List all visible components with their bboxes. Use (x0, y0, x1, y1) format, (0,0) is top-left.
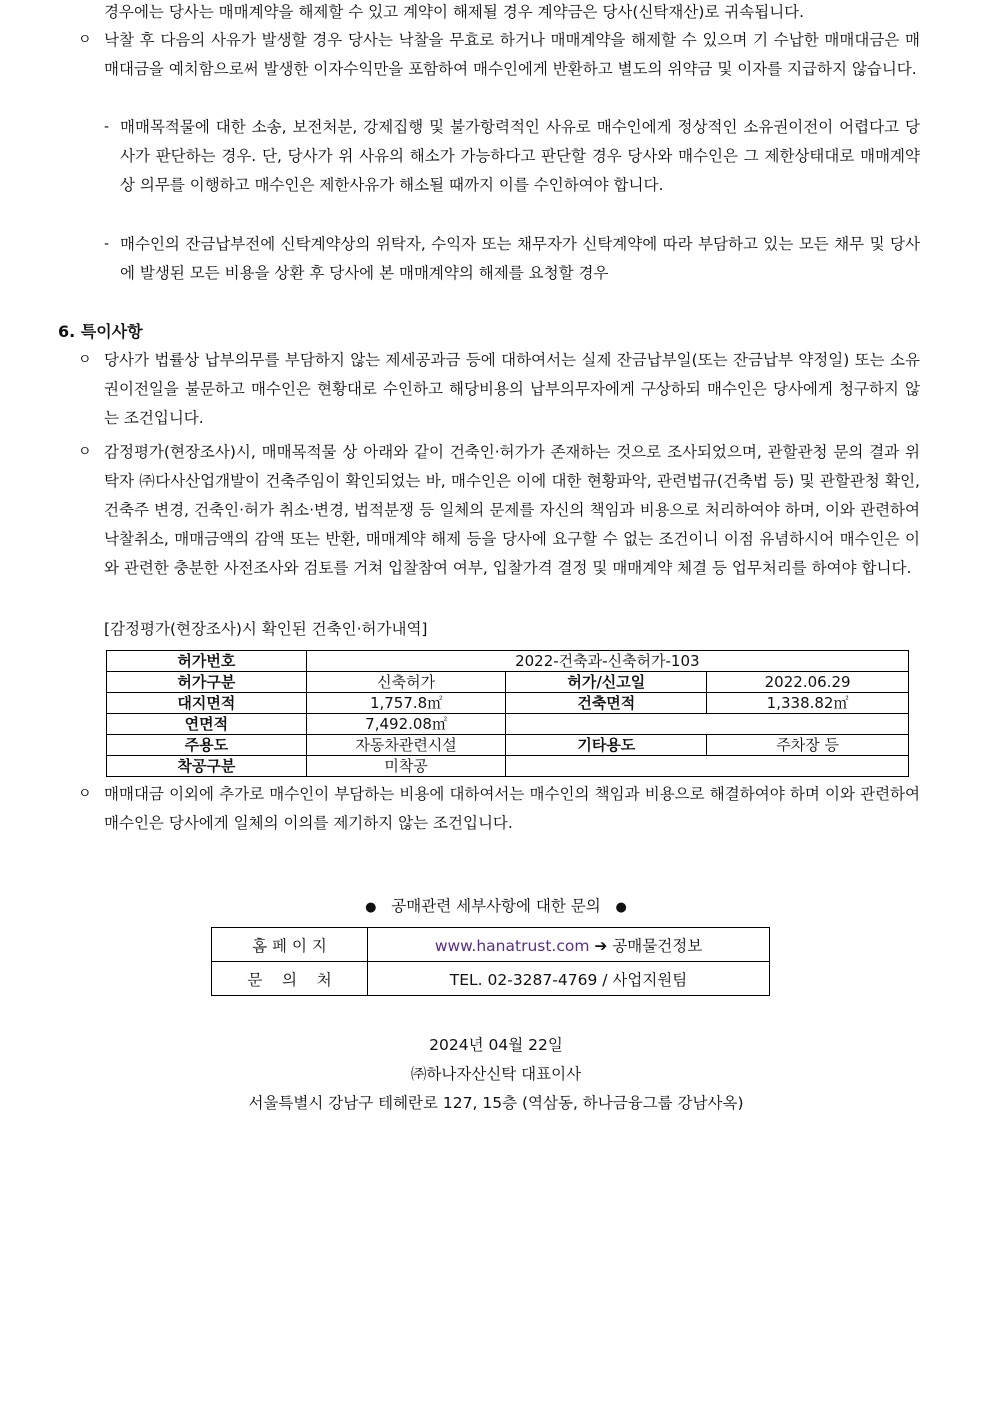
inquiry-title-text: 공매관련 세부사항에 대한 문의 (391, 897, 601, 915)
table-row (107, 651, 909, 672)
homepage-value (368, 928, 770, 962)
site-area-value: 1,757.8㎡ (306, 693, 506, 714)
sub-clause-lawsuit: 매매목적물에 대한 소송, 보전처분, 강제집행 및 불가항력적인 사유로 매수인에게 정상적인 소유권이전이 어렵다고 당사가 판단하는 경우. 단, 당사가 위 사유의 해소가 가능하다고 판단할 경우 당사와 매수인은 그 제한상태대로 매매계약상 의무를 이행하고 매수인은 제한사유가 해소될 때까지 이를 수인하여야 합니다. (120, 118, 920, 194)
permit-date-label: 허가/신고일 (506, 672, 707, 693)
company-address: 서울특별시 강남구 테헤란로 127, 15층 (역삼동, 하나금융그룹 강남사옥) (248, 1094, 744, 1112)
floor-area-label: 연면적 (107, 714, 307, 735)
bullet-marker: ㅇ (78, 32, 92, 48)
other-use-label: 기타용도 (506, 735, 707, 756)
section-heading: 6. 특이사항 (58, 322, 143, 341)
table-row (212, 962, 770, 996)
inquiry-title (0, 892, 992, 922)
table-row (107, 672, 909, 693)
homepage-link[interactable]: www.hanatrust.com (434, 936, 590, 955)
building-area-value: 1,338.82㎡ (707, 693, 909, 714)
bullet-marker: ㅇ (78, 444, 92, 460)
bullet-marker: ㅇ (78, 352, 92, 368)
permit-date-value: 2022.06.29 (707, 672, 909, 693)
building-area-label: 건축면적 (506, 693, 707, 714)
main-use-value: 자동차관련시설 (306, 735, 506, 756)
empty-cell (506, 714, 909, 735)
permit-table (106, 650, 909, 777)
construction-value: 미착공 (306, 756, 506, 777)
contact-label: 문 의 처 (212, 962, 368, 996)
arrow-right-icon: ➔ (594, 936, 608, 955)
table-row (107, 735, 909, 756)
table-row (107, 714, 909, 735)
nullify-clause: 낙찰 후 다음의 사유가 발생할 경우 당사는 낙찰을 무효로 하거나 매매계약을 해제할 수 있으며 기 수납한 매매대금은 매매대금을 예치함으로써 발생한 이자수익만을 포함하여 매수인에게 반환하고 별도의 위약금 및 이자를 지급하지 않습니다. (104, 31, 920, 78)
table-row (212, 928, 770, 962)
sub-clause-termination: 매수인의 잔금납부전에 신탁계약상의 위탁자, 수익자 또는 채무자가 신탁계약에 따라 부담하고 있는 모든 채무 및 당사에 발생된 모든 비용을 상환 후 당사에 본 매매계약의 해제를 요청할 경우 (120, 235, 920, 282)
floor-area-value: 7,492.08㎡ (306, 714, 506, 735)
table-caption: [감정평가(현장조사)시 확인된 건축인·허가내역] (104, 620, 428, 638)
dash-marker: - (104, 236, 110, 252)
site-area-label: 대지면적 (107, 693, 307, 714)
permit-type-label: 허가구분 (107, 672, 307, 693)
table-row (107, 756, 909, 777)
permit-clause: 감정평가(현장조사)시, 매매목적물 상 아래와 같이 건축인·허가가 존재하는 것으로 조사되었으며, 관할관청 문의 결과 위탁자 ㈜다사산업개발이 건축주임이 확인되었는 바, 매수인은 이에 대한 현황파악, 관련법규(건축법 등) 및 관할관청 확인, 건축주 변경, 건축인·허가 취소·변경, 법적분쟁 등 일체의 문제를 자신의 책임과 비용으로 처리하여야 하며, 이와 관련하여 낙찰취소, 매매금액의 감액 또는 반환, 매매계약 해제 등을 당사에 요구할 수 없는 조건이니 이점 유념하시어 매수인은 이와 관련한 충분한 사전조사와 검토를 거쳐 입찰참여 여부, 입찰가격 결정 및 매매계약 체결 등 업무처리를 하여야 합니다. (104, 443, 920, 577)
homepage-menu-text: 공매물건정보 (612, 936, 703, 955)
extra-cost-clause: 매매대금 이외에 추가로 매수인이 부담하는 비용에 대하여서는 매수인의 책임과 비용으로 해결하여야 하며 이와 관련하여 매수인은 당사에게 일체의 이의를 제기하지 않는 조건입니다. (104, 785, 920, 832)
homepage-label: 홈 페 이 지 (212, 928, 368, 962)
contact-value: TEL. 02-3287-4769 / 사업지원팀 (368, 962, 770, 996)
table-row (107, 693, 909, 714)
bullet-dot-icon: ● (615, 900, 627, 915)
dash-marker: - (104, 119, 110, 135)
permit-no-label: 허가번호 (107, 651, 307, 672)
permit-no-value: 2022-건축과-신축허가-103 (306, 651, 908, 672)
main-use-label: 주용도 (107, 735, 307, 756)
document-date: 2024년 04월 22일 (429, 1036, 563, 1054)
permit-type-value: 신축허가 (306, 672, 506, 693)
bullet-dot-icon: ● (365, 900, 377, 915)
construction-label: 착공구분 (107, 756, 307, 777)
empty-cell (506, 756, 909, 777)
other-use-value: 주차장 등 (707, 735, 909, 756)
section5-continued-line: 경우에는 당사는 매매계약을 해제할 수 있고 계약이 해제될 경우 계약금은 당사(신탁재산)로 귀속됩니다. (104, 3, 805, 21)
tax-clause: 당사가 법률상 납부의무를 부담하지 않는 제세공과금 등에 대하여서는 실제 잔금납부일(또는 잔금납부 약정일) 또는 소유권이전일을 불문하고 매수인은 현황대로 수인하고 해당비용의 납부의무자에게 구상하되 매수인은 당사에게 청구하지 않는 조건입니다. (104, 351, 920, 427)
contact-table (211, 927, 770, 996)
bullet-marker: ㅇ (78, 786, 92, 802)
company-signature: ㈜하나자산신탁 대표이사 (410, 1065, 582, 1083)
